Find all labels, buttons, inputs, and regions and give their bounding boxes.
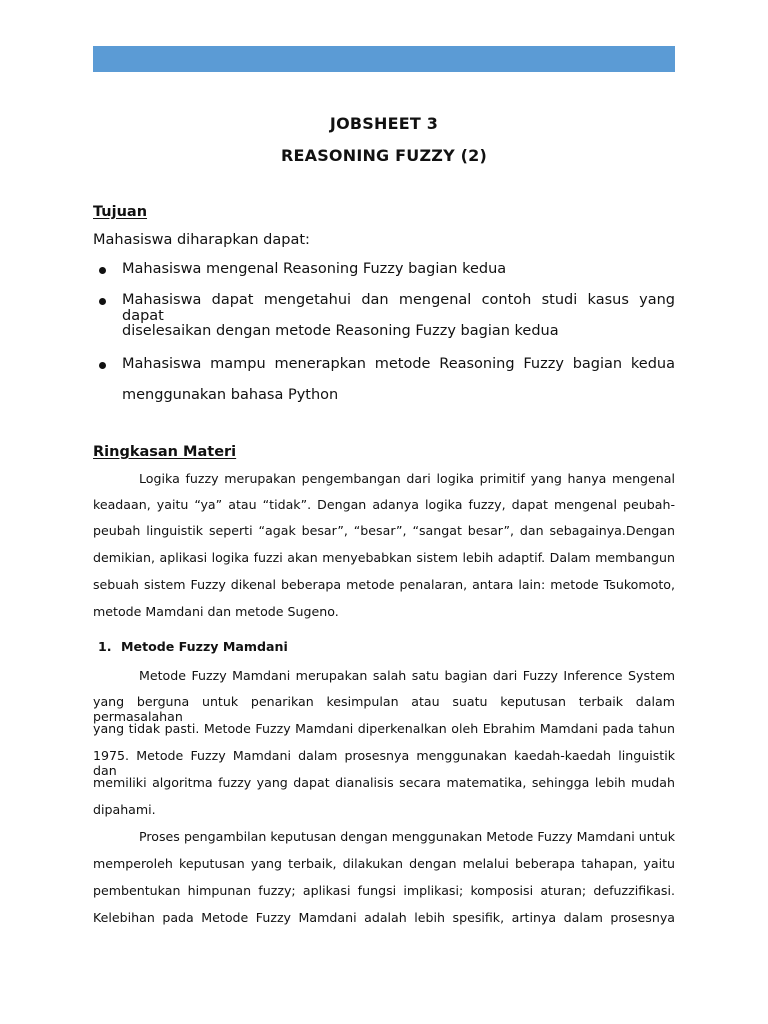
ringkasan-text-line: metode Mamdani dan metode Sugeno. [93, 604, 339, 619]
ringkasan-text-line: sebuah sistem Fuzzy dikenal beberapa metode penalaran, antara lain: metode Tsukomoto, [93, 577, 675, 592]
mamdani-text-line: 1975. Metode Fuzzy Mamdani dalam prosesnya menggunakan kaedah-kaedah linguistik dan [93, 748, 675, 778]
tujuan-item-2-line-2: diselesaikan dengan metode Reasoning Fuzzy bagian kedua [122, 323, 559, 339]
section-1-heading [98, 639, 288, 654]
tujuan-item-3-line-2: menggunakan bahasa Python [122, 387, 339, 403]
tujuan-intro: Mahasiswa diharapkan dapat: [93, 232, 310, 248]
document-subtitle: REASONING FUZZY (2) [280, 146, 488, 165]
bullet-icon [99, 267, 106, 274]
mamdani-text-line: dipahami. [93, 802, 156, 817]
mamdani-text-line: memiliki algoritma fuzzy yang dapat dianalisis secara matematika, sehingga lebih mudah [93, 775, 675, 790]
ringkasan-heading: Ringkasan Materi [93, 444, 237, 460]
ringkasan-text-line: Logika fuzzy merupakan pengembangan dari logika primitif yang hanya mengenal [139, 471, 675, 486]
document-title: JOBSHEET 3 [329, 114, 439, 133]
mamdani-text-line: memperoleh keputusan yang terbaik, dilakukan dengan melalui beberapa tahapan, yaitu [93, 856, 675, 871]
tujuan-heading: Tujuan [93, 204, 148, 220]
mamdani-text-line: Kelebihan pada Metode Fuzzy Mamdani adalah lebih spesifik, artinya dalam prosesnya [93, 910, 675, 925]
mamdani-text-line: yang berguna untuk penarikan kesimpulan atau suatu keputusan terbaik dalam permasalahan [93, 694, 675, 724]
bullet-icon [99, 298, 106, 305]
mamdani-text-line: Metode Fuzzy Mamdani merupakan salah satu bagian dari Fuzzy Inference System [139, 668, 675, 683]
mamdani-text-line: pembentukan himpunan fuzzy; aplikasi fungsi implikasi; komposisi aturan; defuzzifikasi. [93, 883, 675, 898]
ringkasan-text-line: keadaan, yaitu “ya” atau “tidak”. Dengan adanya logika fuzzy, dapat mengenal peubah- [93, 497, 675, 512]
tujuan-item-3-line-1: Mahasiswa mampu menerapkan metode Reasoning Fuzzy bagian kedua [122, 356, 675, 372]
mamdani-text-line: yang tidak pasti. Metode Fuzzy Mamdani diperkenalkan oleh Ebrahim Mamdani pada tahun [93, 721, 675, 736]
section-1-number: 1. [98, 639, 112, 654]
ringkasan-text-line: demikian, aplikasi logika fuzzi akan menyebabkan sistem lebih adaptif. Dalam membangun [93, 550, 675, 565]
header-bar [93, 46, 675, 72]
tujuan-item-2-line-1: Mahasiswa dapat mengetahui dan mengenal contoh studi kasus yang dapat [122, 292, 675, 324]
mamdani-text-line: Proses pengambilan keputusan dengan menggunakan Metode Fuzzy Mamdani untuk [139, 829, 675, 844]
ringkasan-text-line: peubah linguistik seperti “agak besar”, “besar”, “sangat besar”, dan sebagainya.Dengan [93, 523, 675, 538]
bullet-icon [99, 362, 106, 369]
tujuan-item-1: Mahasiswa mengenal Reasoning Fuzzy bagian kedua [122, 261, 507, 277]
section-1-title: Metode Fuzzy Mamdani [121, 639, 288, 654]
